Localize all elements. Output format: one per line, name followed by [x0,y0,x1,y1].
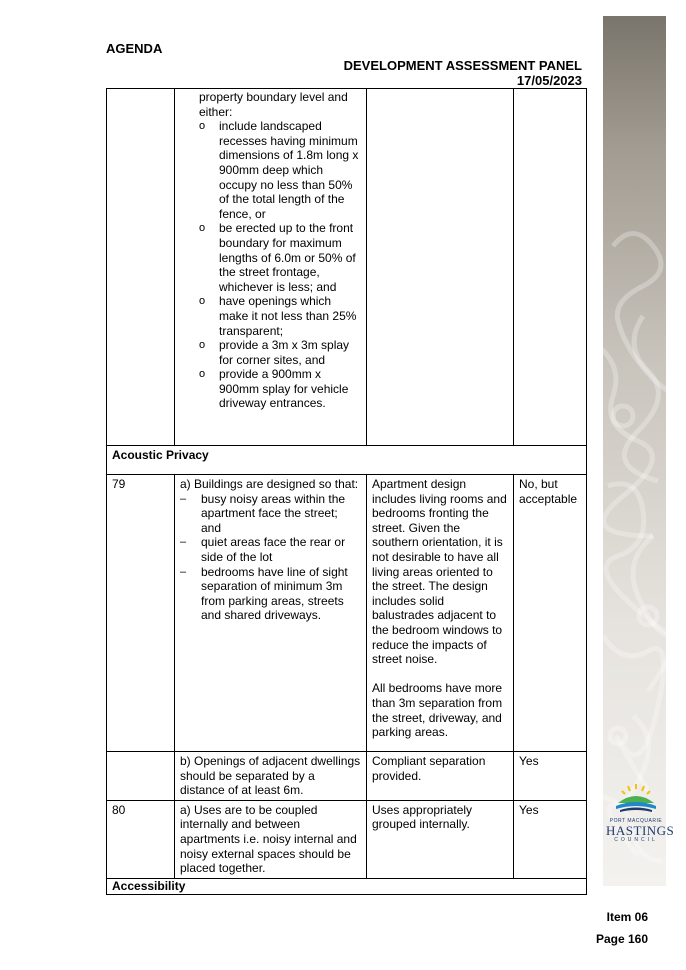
assessment-table [106,88,587,895]
table-cell-number [107,752,175,801]
list-item: o provide a 3m x 3m splay for corner sites, and [199,338,350,367]
fence-requirements-list [180,119,361,411]
bullet-circle-icon: o [199,295,206,308]
table-row [107,89,587,446]
table-row [107,475,587,752]
table-cell-control [175,89,367,446]
table-cell-control: a) Uses are to be coupled internally and between apartments i.e. noisy internal and noisy external spaces should be placed together. [175,800,367,878]
table-cell-response [367,89,514,446]
meeting-date: 17/05/2023 [516,73,582,88]
bullet-dash-icon: – [180,536,187,549]
footer-item-number: Item 06 [606,910,648,924]
list-item: – busy noisy areas within the apartment face the street; and [180,491,346,535]
table-row [107,752,587,801]
council-emblem-icon [614,783,658,813]
response-paragraph: Apartment design includes living rooms and bedrooms fronting the street. Given the southern orientation, it is not desirable to have all living areas oriented to the street. The design includes solid balustrades adjacent to the bedroom windows to reduce the impacts of street noise. [372,477,507,667]
section-heading-accessibility: Accessibility [107,878,587,894]
list-item: o have openings which make it not less than 25% transparent; [199,294,357,338]
acoustic-requirements-list [180,492,361,623]
bullet-circle-icon: o [199,368,206,381]
bullet-circle-icon: o [199,339,206,352]
section-row [107,878,587,894]
section-heading-acoustic-privacy: Acoustic Privacy [107,446,587,475]
control-lead-text: property boundary level and either: [199,90,348,119]
response-paragraph: All bedrooms have more than 3m separation from the street, driveway, and parking areas. [372,681,503,740]
section-row [107,446,587,475]
list-item: o include landscaped recesses having minimum dimensions of 1.8m long x 900mm deep which occupy no less than 50% of the total length of the fence, or [199,119,359,221]
footer-page-number: Page 160 [595,932,648,946]
table-cell-compliance: Yes [514,800,587,878]
table-cell-compliance: Yes [514,752,587,801]
logo-line-1: PORT MACQUARIE [609,818,663,824]
logo-line-3: COUNCIL [614,837,658,843]
panel-heading: DEVELOPMENT ASSESSMENT PANEL [343,58,582,73]
swirl-pattern-icon [603,16,675,886]
table-cell-number: 80 [107,800,175,878]
logo-line-2: HASTINGS [606,823,675,838]
table-cell-response: Compliant separation provided. [367,752,514,801]
table-cell-compliance: No, but acceptable [514,475,587,752]
council-logo [606,783,675,843]
control-lead-text: a) Buildings are designed so that: [180,477,359,491]
bullet-circle-icon: o [199,120,206,133]
list-item: – bedrooms have line of sight separation of minimum 3m from parking areas, streets and shared driveways. [180,564,348,623]
list-item: o be erected up to the front boundary for maximum lengths of 6.0m or 50% of the street frontage, whichever is less; and [199,221,356,294]
table-cell-number: 79 [107,475,175,752]
table-cell-control: b) Openings of adjacent dwellings should be separated by a distance of at least 6m. [175,752,367,801]
bullet-dash-icon: – [180,565,187,578]
table-row [107,800,587,878]
table-cell-compliance [514,89,587,446]
table-cell-response [367,475,514,752]
agenda-heading: AGENDA [106,41,163,56]
list-item: – quiet areas face the rear or side of the lot [180,535,346,564]
table-cell-number [107,89,175,446]
decorative-sidebar [603,16,675,886]
list-item: o provide a 900mm x 900mm splay for vehicle driveway entrances. [199,367,349,411]
bullet-dash-icon: – [180,492,187,505]
table-cell-control [175,475,367,752]
table-cell-response: Uses appropriately grouped internally. [367,800,514,878]
bullet-circle-icon: o [199,222,206,235]
